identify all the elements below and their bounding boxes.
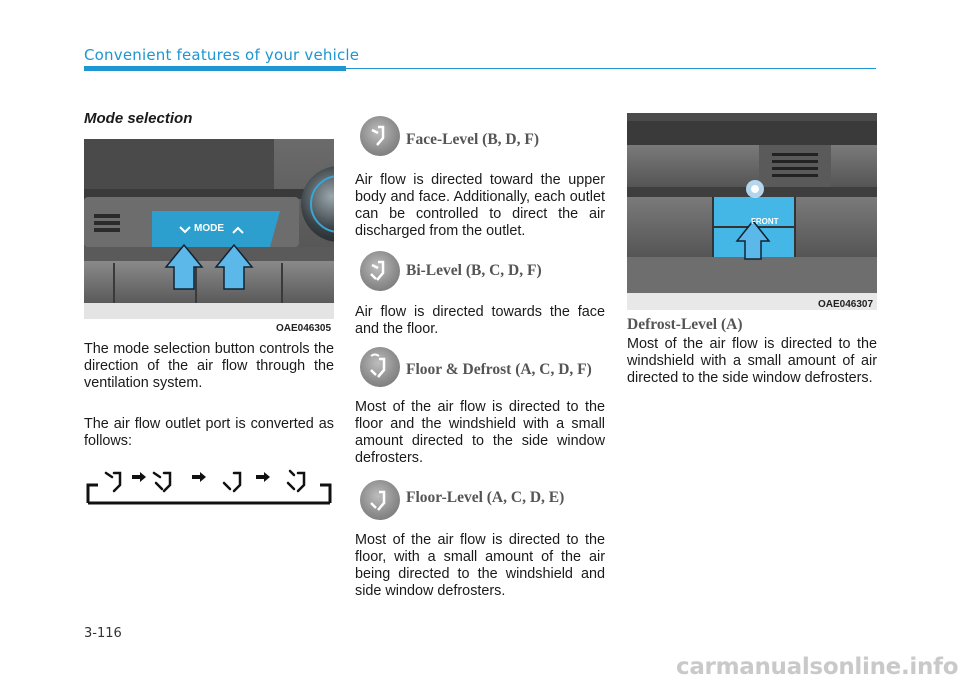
bi-level-text: Air flow is directed towards the face and the floor. [355, 304, 605, 337]
header-rule [346, 68, 876, 69]
floor-level-text: Most of the air flow is directed to the floor, with a small amount of the air being directed to the windshield and side window defrosters. [355, 532, 605, 599]
mode-button-label: MODE [194, 223, 224, 234]
mode-sequence-diagram [84, 463, 334, 508]
front-button-label: FRONT [751, 217, 779, 226]
face-level-icon [360, 116, 400, 156]
header-accent-bar [84, 66, 346, 71]
mode-button-figure [84, 139, 334, 319]
bi-level-icon [360, 251, 400, 291]
section-header: Convenient features of your vehicle [84, 46, 360, 64]
floor-defrost-title: Floor & Defrost (A, C, D, F) [406, 361, 592, 378]
defrost-level-title: Defrost-Level (A) [627, 316, 743, 333]
figure-caption-left: OAE046305 [276, 323, 332, 334]
page-number: 3-116 [84, 626, 122, 641]
bi-level-title: Bi-Level (B, C, D, F) [406, 262, 542, 279]
figure-caption-right: OAE046307 [818, 299, 874, 310]
airflow-paragraph: The air flow outlet port is converted as follows: [84, 416, 334, 449]
floor-defrost-icon [360, 347, 400, 387]
front-defrost-figure [627, 113, 877, 310]
floor-level-title: Floor-Level (A, C, D, E) [406, 489, 565, 506]
floor-level-icon [360, 480, 400, 520]
defrost-level-text: Most of the air flow is directed to the windshield with a small amount of air directed to the side window defrosters. [627, 336, 877, 386]
face-level-text: Air flow is directed toward the upper body and face. Additionally, each outlet can be controlled to direct the air discharged from the outlet. [355, 172, 605, 239]
face-level-title: Face-Level (B, D, F) [406, 131, 539, 148]
watermark: carmanualsonline.info [676, 654, 959, 680]
floor-defrost-text: Most of the air flow is directed to the floor and the windshield with a small amount directed to the side window defrosters. [355, 399, 605, 466]
mode-selection-paragraph: The mode selection button controls the direction of the air flow through the ventilation system. [84, 341, 334, 391]
mode-selection-heading: Mode selection [84, 110, 193, 127]
